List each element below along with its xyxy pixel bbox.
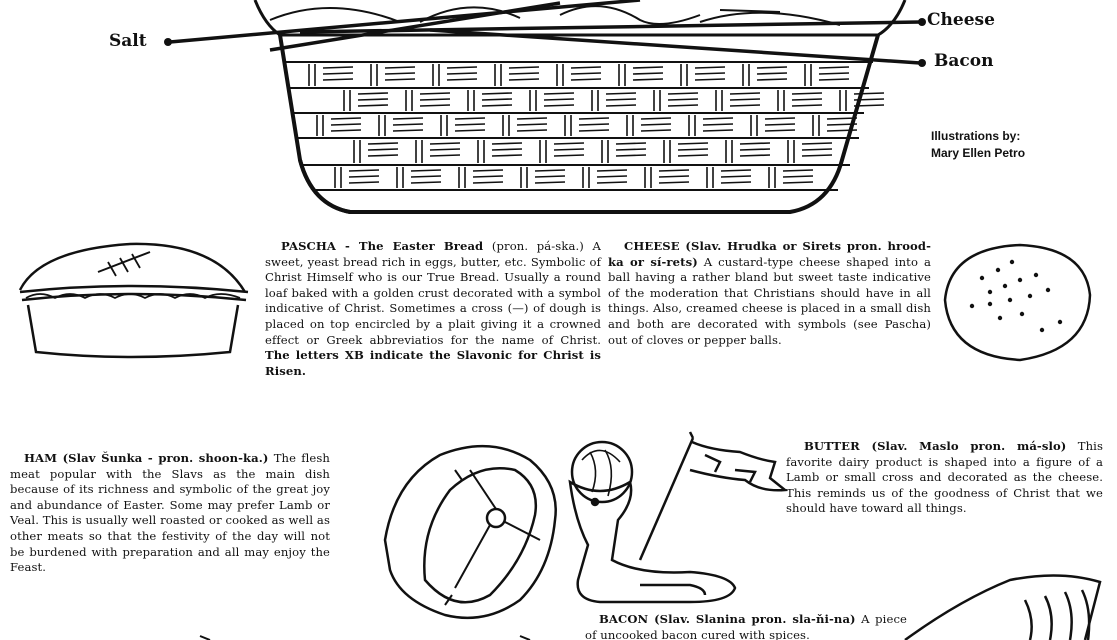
weave-dash — [641, 118, 671, 119]
weave-dash — [765, 130, 795, 131]
weave-dash — [517, 124, 547, 125]
weave-dash — [492, 143, 522, 144]
weave-dash — [430, 149, 460, 150]
weave-dash — [579, 124, 609, 125]
weave-dash — [703, 124, 733, 125]
weave-dash — [349, 176, 379, 177]
weave-dash — [535, 182, 565, 183]
weave-dash — [393, 130, 423, 131]
cheese-clove-dot — [980, 276, 984, 280]
weave-dash — [819, 67, 849, 68]
weave-dash — [358, 93, 388, 94]
weave-dash — [854, 99, 884, 100]
weave-dash — [358, 105, 388, 106]
weave-dash — [571, 67, 601, 68]
cheese-label: Cheese — [927, 10, 995, 30]
weave-dash — [730, 93, 760, 94]
weave-dash — [323, 79, 353, 80]
weave-dash — [730, 105, 760, 106]
weave-dash — [659, 170, 689, 171]
salt-label: Salt — [109, 31, 147, 51]
butter-paragraph — [786, 439, 1103, 517]
weave-dash — [606, 93, 636, 94]
weave-dash — [792, 99, 822, 100]
weave-dash — [633, 73, 663, 74]
weave-dash — [827, 124, 857, 125]
weave-dash — [721, 170, 751, 171]
weave-dash — [323, 73, 353, 74]
weave-dash — [659, 176, 689, 177]
weave-dash — [616, 155, 646, 156]
weave-dash — [492, 149, 522, 150]
weave-dash — [554, 155, 584, 156]
weave-dash — [509, 67, 539, 68]
weave-dash — [765, 118, 795, 119]
weave-dash — [783, 182, 813, 183]
cheese-clove-dot — [1008, 298, 1012, 302]
weave-dash — [740, 155, 770, 156]
weave-dash — [447, 79, 477, 80]
weave-dash — [331, 130, 361, 131]
weave-dash — [819, 79, 849, 80]
weave-dash — [695, 67, 725, 68]
weave-dash — [633, 67, 663, 68]
weave-dash — [420, 93, 450, 94]
weave-dash — [597, 182, 627, 183]
weave-dash — [323, 67, 353, 68]
weave-dash — [482, 99, 512, 100]
weave-dash — [668, 93, 698, 94]
weave-dash — [411, 182, 441, 183]
weave-dash — [358, 99, 388, 100]
weave-dash — [802, 149, 832, 150]
weave-dash — [616, 149, 646, 150]
weave-dash — [455, 124, 485, 125]
weave-dash — [571, 73, 601, 74]
bacon-body: A piece of uncooked bacon cured with spices. — [585, 612, 907, 640]
weave-dash — [802, 155, 832, 156]
weave-dash — [606, 105, 636, 106]
weave-dash — [368, 143, 398, 144]
bacon-paragraph — [585, 612, 907, 640]
weave-dash — [411, 170, 441, 171]
weave-dash — [819, 73, 849, 74]
cheese-clove-dot — [996, 268, 1000, 272]
cheese-clove-dot — [1020, 312, 1024, 316]
cheese-clove-dot — [1058, 320, 1062, 324]
weave-dash — [678, 143, 708, 144]
weave-dash — [659, 182, 689, 183]
weave-dash — [854, 93, 884, 94]
cheese-heading: CHEESE (Slav. Hrudka or Sirets pron. hrood-ka or sí-rets) — [608, 239, 931, 269]
weave-dash — [447, 67, 477, 68]
pascha-body: (pron. pá-ska.) A sweet, yeast bread rich in eggs, butter, etc. Symbolic of Christ Himself who is our True Bread. Usually a round loaf baked with a golden crust decorated with a symbol indicative of Christ. Sometimes a cross (—) of dough is placed on top encircled by a plait giving it a crowned effect or Greek abbreviatios for the name of Christ. — [265, 239, 601, 347]
weave-dash — [517, 118, 547, 119]
pascha-tail: The letters XB indicate the Slavonic for Christ is Risen. — [265, 348, 601, 378]
weave-dash — [571, 79, 601, 80]
weave-dash — [393, 124, 423, 125]
weave-dash — [544, 99, 574, 100]
weave-dash — [757, 67, 787, 68]
weave-dash — [544, 105, 574, 106]
weave-dash — [517, 130, 547, 131]
weave-dash — [792, 105, 822, 106]
credit-line-1: Illustrations by: — [931, 129, 1021, 143]
weave-dash — [349, 170, 379, 171]
cheese-paragraph — [608, 239, 931, 348]
weave-dash — [721, 176, 751, 177]
weave-dash — [668, 99, 698, 100]
weave-dash — [802, 143, 832, 144]
butter-body: This favorite dairy product is shaped into a figure of a Lamb or small cross and decorated as the cheese. This reminds us of the goodness of Christ that we should have toward all things. — [786, 439, 1103, 516]
weave-dash — [535, 170, 565, 171]
cheese-clove-dot — [1034, 273, 1038, 277]
weave-dash — [765, 124, 795, 125]
bacon-label: Bacon — [934, 51, 994, 71]
weave-dash — [368, 155, 398, 156]
weave-dash — [509, 79, 539, 80]
weave-dash — [740, 149, 770, 150]
weave-dash — [455, 118, 485, 119]
weave-dash — [721, 182, 751, 183]
weave-dash — [695, 73, 725, 74]
weave-dash — [757, 73, 787, 74]
weave-dash — [544, 93, 574, 94]
weave-dash — [535, 176, 565, 177]
cheese-clove-dot — [988, 290, 992, 294]
weave-dash — [827, 130, 857, 131]
weave-dash — [509, 73, 539, 74]
weave-dash — [430, 143, 460, 144]
weave-dash — [492, 155, 522, 156]
weave-dash — [641, 124, 671, 125]
bacon-heading: BACON (Slav. Slanina pron. sla-ňi-na) — [599, 612, 856, 626]
cheese-clove-dot — [1010, 260, 1014, 264]
cheese-clove-dot — [998, 316, 1002, 320]
weave-dash — [455, 130, 485, 131]
weave-dash — [554, 143, 584, 144]
weave-dash — [792, 93, 822, 94]
weave-dash — [827, 118, 857, 119]
cheese-body: A custard-type cheese shaped into a ball having a rather bland but sweet taste indicative of the moderation that Christians should have in all things. Also, creamed cheese is placed in a small dish and both are decorated with symbols (see Pascha) out of cloves or pepper balls. — [608, 254, 931, 347]
weave-dash — [482, 93, 512, 94]
weave-dash — [703, 130, 733, 131]
illustration-credit — [931, 128, 1025, 162]
weave-dash — [579, 118, 609, 119]
weave-dash — [554, 149, 584, 150]
weave-dash — [331, 118, 361, 119]
weave-dash — [668, 105, 698, 106]
weave-dash — [597, 176, 627, 177]
weave-dash — [783, 170, 813, 171]
cheese-clove-dot — [1028, 294, 1032, 298]
weave-dash — [703, 118, 733, 119]
weave-dash — [633, 79, 663, 80]
weave-dash — [730, 99, 760, 100]
weave-dash — [678, 149, 708, 150]
weave-dash — [597, 170, 627, 171]
weave-dash — [482, 105, 512, 106]
weave-dash — [420, 105, 450, 106]
weave-dash — [411, 176, 441, 177]
cheese-clove-dot — [970, 304, 974, 308]
cheese-clove-dot — [1040, 328, 1044, 332]
weave-dash — [757, 79, 787, 80]
weave-dash — [695, 79, 725, 80]
weave-dash — [678, 155, 708, 156]
weave-dash — [331, 124, 361, 125]
weave-dash — [616, 143, 646, 144]
weave-dash — [385, 67, 415, 68]
ham-body: The flesh meat popular with the Slavs as the main dish because of its richness and symbolic of the great joy and abundance of Easter. Some may prefer Lamb or Veal. This is usually well roasted or cooked as well as other meats so that the festivity of the day will not be burdened with preparation and all may enjoy the Feast. — [10, 451, 330, 575]
weave-dash — [854, 105, 884, 106]
weave-dash — [606, 99, 636, 100]
weave-dash — [447, 73, 477, 74]
ham-heading: HAM (Slav Šunka - pron. shoon-ka.) — [24, 451, 269, 465]
weave-dash — [783, 176, 813, 177]
weave-dash — [641, 130, 671, 131]
weave-dash — [349, 182, 379, 183]
cheese-clove-dot — [988, 302, 992, 306]
weave-dash — [473, 176, 503, 177]
cheese-clove-dot — [1018, 278, 1022, 282]
cheese-clove-dot — [1003, 284, 1007, 288]
credit-line-2: Mary Ellen Petro — [931, 146, 1026, 160]
cheese-clove-dot — [1046, 288, 1050, 292]
weave-dash — [430, 155, 460, 156]
butter-heading: BUTTER (Slav. Maslo pron. má-slo) — [804, 439, 1067, 453]
weave-dash — [385, 79, 415, 80]
weave-dash — [420, 99, 450, 100]
weave-dash — [473, 170, 503, 171]
weave-dash — [740, 143, 770, 144]
weave-dash — [473, 182, 503, 183]
ham-paragraph — [10, 451, 330, 576]
weave-dash — [385, 73, 415, 74]
pascha-heading: PASCHA - The Easter Bread — [281, 239, 484, 253]
weave-dash — [393, 118, 423, 119]
pascha-paragraph — [265, 239, 601, 379]
weave-dash — [368, 149, 398, 150]
weave-dash — [579, 130, 609, 131]
